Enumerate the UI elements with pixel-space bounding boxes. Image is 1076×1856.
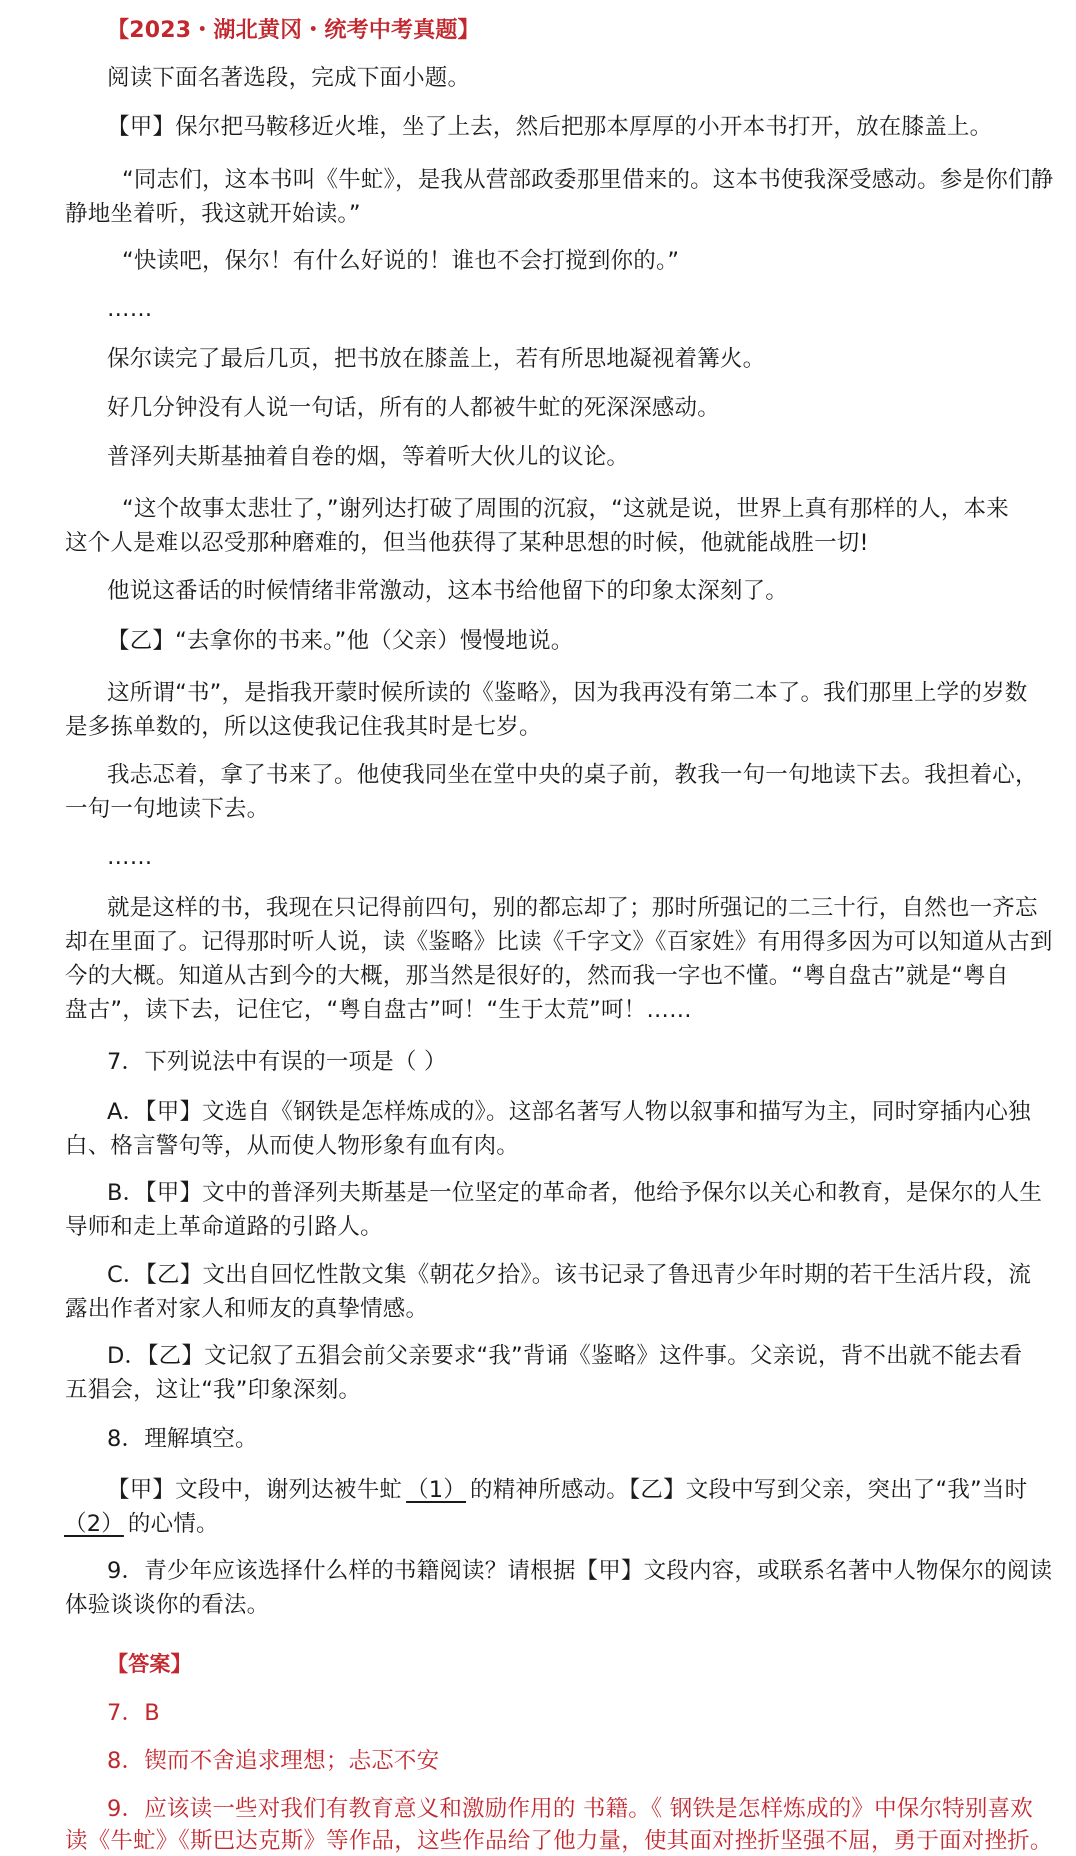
answer-7: 7．B	[107, 1700, 160, 1726]
jia-paragraph-3: “快读吧，保尔！有什么好说的！谁也不会打搅到你的。”	[122, 248, 680, 274]
answer-heading: 【答案】	[107, 1652, 192, 1676]
yi-ellipsis: ……	[107, 844, 153, 870]
jia-paragraph-4: 保尔读完了最后几页，把书放在膝盖上，若有所思地凝视着篝火。	[107, 346, 766, 372]
q8-blank-2: （2）	[64, 1511, 124, 1537]
yi-paragraph-1: 【乙】“去拿你的书来。”他（父亲）慢慢地说。	[107, 628, 574, 654]
jia-ellipsis: ……	[107, 296, 153, 322]
option-c-line-1: C．【乙】文出自回忆性散文集《朝花夕拾》。该书记录了鲁迅青少年时期的若干生活片段，流	[107, 1262, 1032, 1288]
jia-paragraph-8: 他说这番话的时候情绪非常激动，这本书给他留下的印象太深刻了。	[107, 578, 789, 604]
option-a-line-1: A．【甲】文选自《钢铁是怎样炼成的》。这部名著写人物以叙事和描写为主，同时穿插内心独	[107, 1099, 1031, 1125]
option-d-line-2: 五猖会，这让“我”印象深刻。	[65, 1377, 362, 1403]
question-8: 8．理解填空。	[107, 1426, 258, 1452]
q8-text-part-1: 【甲】文段中，谢列达被牛虻	[107, 1477, 403, 1503]
q8-text-part-3: 的心情。	[127, 1511, 219, 1537]
option-b-line-2: 导师和走上革命道路的引路人。	[65, 1214, 383, 1240]
yi-paragraph-2-line-2: 是多拣单数的，所以这使我记住我其时是七岁。	[65, 714, 542, 740]
q8-text-part-2: 的精神所感动。【乙】文段中写到父亲，突出了“我”当时	[470, 1477, 1028, 1503]
jia-paragraph-7-line-1: “这个故事太悲壮了，”谢列达打破了周围的沉寂，“这就是说，世界上真有那样的人，本来	[122, 496, 1009, 522]
yi-paragraph-4-line-2: 却在里面了。记得那时听人说，读《鉴略》比读《千字文》《百家姓》有用得多因为可以知道从古到	[65, 929, 1053, 955]
question-8-text-line-1	[107, 1475, 1027, 1505]
yi-paragraph-4-line-3: 今的大概。知道从古到今的大概，那当然是很好的，然而我一字也不懂。“粤自盘古”就是“粤自	[65, 963, 1009, 989]
answer-9-line-1: 9．应该读一些对我们有教育意义和激励作用的 书籍。《 钢铁是怎样炼成的》中保尔特别喜欢	[107, 1796, 1033, 1822]
instruction: 阅读下面名著选段，完成下面小题。	[107, 65, 471, 91]
yi-paragraph-4-line-4: 盘古”，读下去，记住它，“粤自盘古”呵！“生于太荒”呵！……	[65, 997, 692, 1023]
question-8-text-line-2	[60, 1509, 219, 1539]
jia-paragraph-2-line-1: “同志们，这本书叫《牛虻》，是我从营部政委那里借来的。这本书使我深受感动。参是你们静	[122, 167, 1054, 193]
jia-paragraph-7-line-2: 这个人是难以忍受那种磨难的，但当他获得了某种思想的时候，他就能战胜一切!	[65, 530, 869, 556]
jia-paragraph-6: 普泽列夫斯基抽着自卷的烟，等着听大伙儿的议论。	[107, 444, 630, 470]
answer-8: 8．锲而不舍追求理想；忐忑不安	[107, 1748, 440, 1774]
question-9-line-1: 9．青少年应该选择什么样的书籍阅读？请根据【甲】文段内容，或联系名著中人物保尔的阅读	[107, 1558, 1053, 1584]
jia-paragraph-1: 【甲】保尔把马鞍移近火堆，坐了上去，然后把那本厚厚的小开本书打开，放在膝盖上。	[107, 114, 993, 140]
yi-paragraph-3-line-1: 我忐忑着，拿了书来了。他使我同坐在堂中央的桌子前，教我一句一句地读下去。我担着心，	[107, 762, 1038, 788]
question-9-line-2: 体验谈谈你的看法。	[65, 1592, 270, 1618]
option-c-line-2: 露出作者对家人和师友的真挚情感。	[65, 1296, 429, 1322]
yi-paragraph-4-line-1: 就是这样的书，我现在只记得前四句，别的都忘却了；那时所强记的二三十行，自然也一齐忘	[107, 895, 1038, 921]
q8-blank-1: （1）	[406, 1477, 467, 1503]
yi-paragraph-2-line-1: 这所谓“书”，是指我开蒙时候所读的《鉴略》，因为我再没有第二本了。我们那里上学的岁数	[107, 680, 1028, 706]
jia-paragraph-5: 好几分钟没有人说一句话，所有的人都被牛虻的死深深感动。	[107, 395, 720, 421]
exam-title: 【2023・湖北黄冈・统考中考真题】	[107, 18, 480, 43]
answer-9-line-2: 读《牛虻》《斯巴达克斯》等作品，这些作品给了他力量，使其面对挫折坚强不屈，勇于面对挫折。	[65, 1828, 1053, 1854]
option-a-line-2: 白、格言警句等，从而使人物形象有血有肉。	[65, 1133, 520, 1159]
option-d-line-1: D．【乙】文记叙了五猖会前父亲要求“我”背诵《鉴略》这件事。父亲说，背不出就不能去看	[107, 1343, 1023, 1369]
yi-paragraph-3-line-2: 一句一句地读下去。	[65, 796, 270, 822]
option-b-line-1: B．【甲】文中的普泽列夫斯基是一位坚定的革命者，他给予保尔以关心和教育，是保尔的人生	[107, 1180, 1043, 1206]
question-7: 7．下列说法中有误的一项是（ ）	[107, 1049, 447, 1075]
jia-paragraph-2-line-2: 静地坐着听，我这就开始读。”	[65, 201, 361, 227]
